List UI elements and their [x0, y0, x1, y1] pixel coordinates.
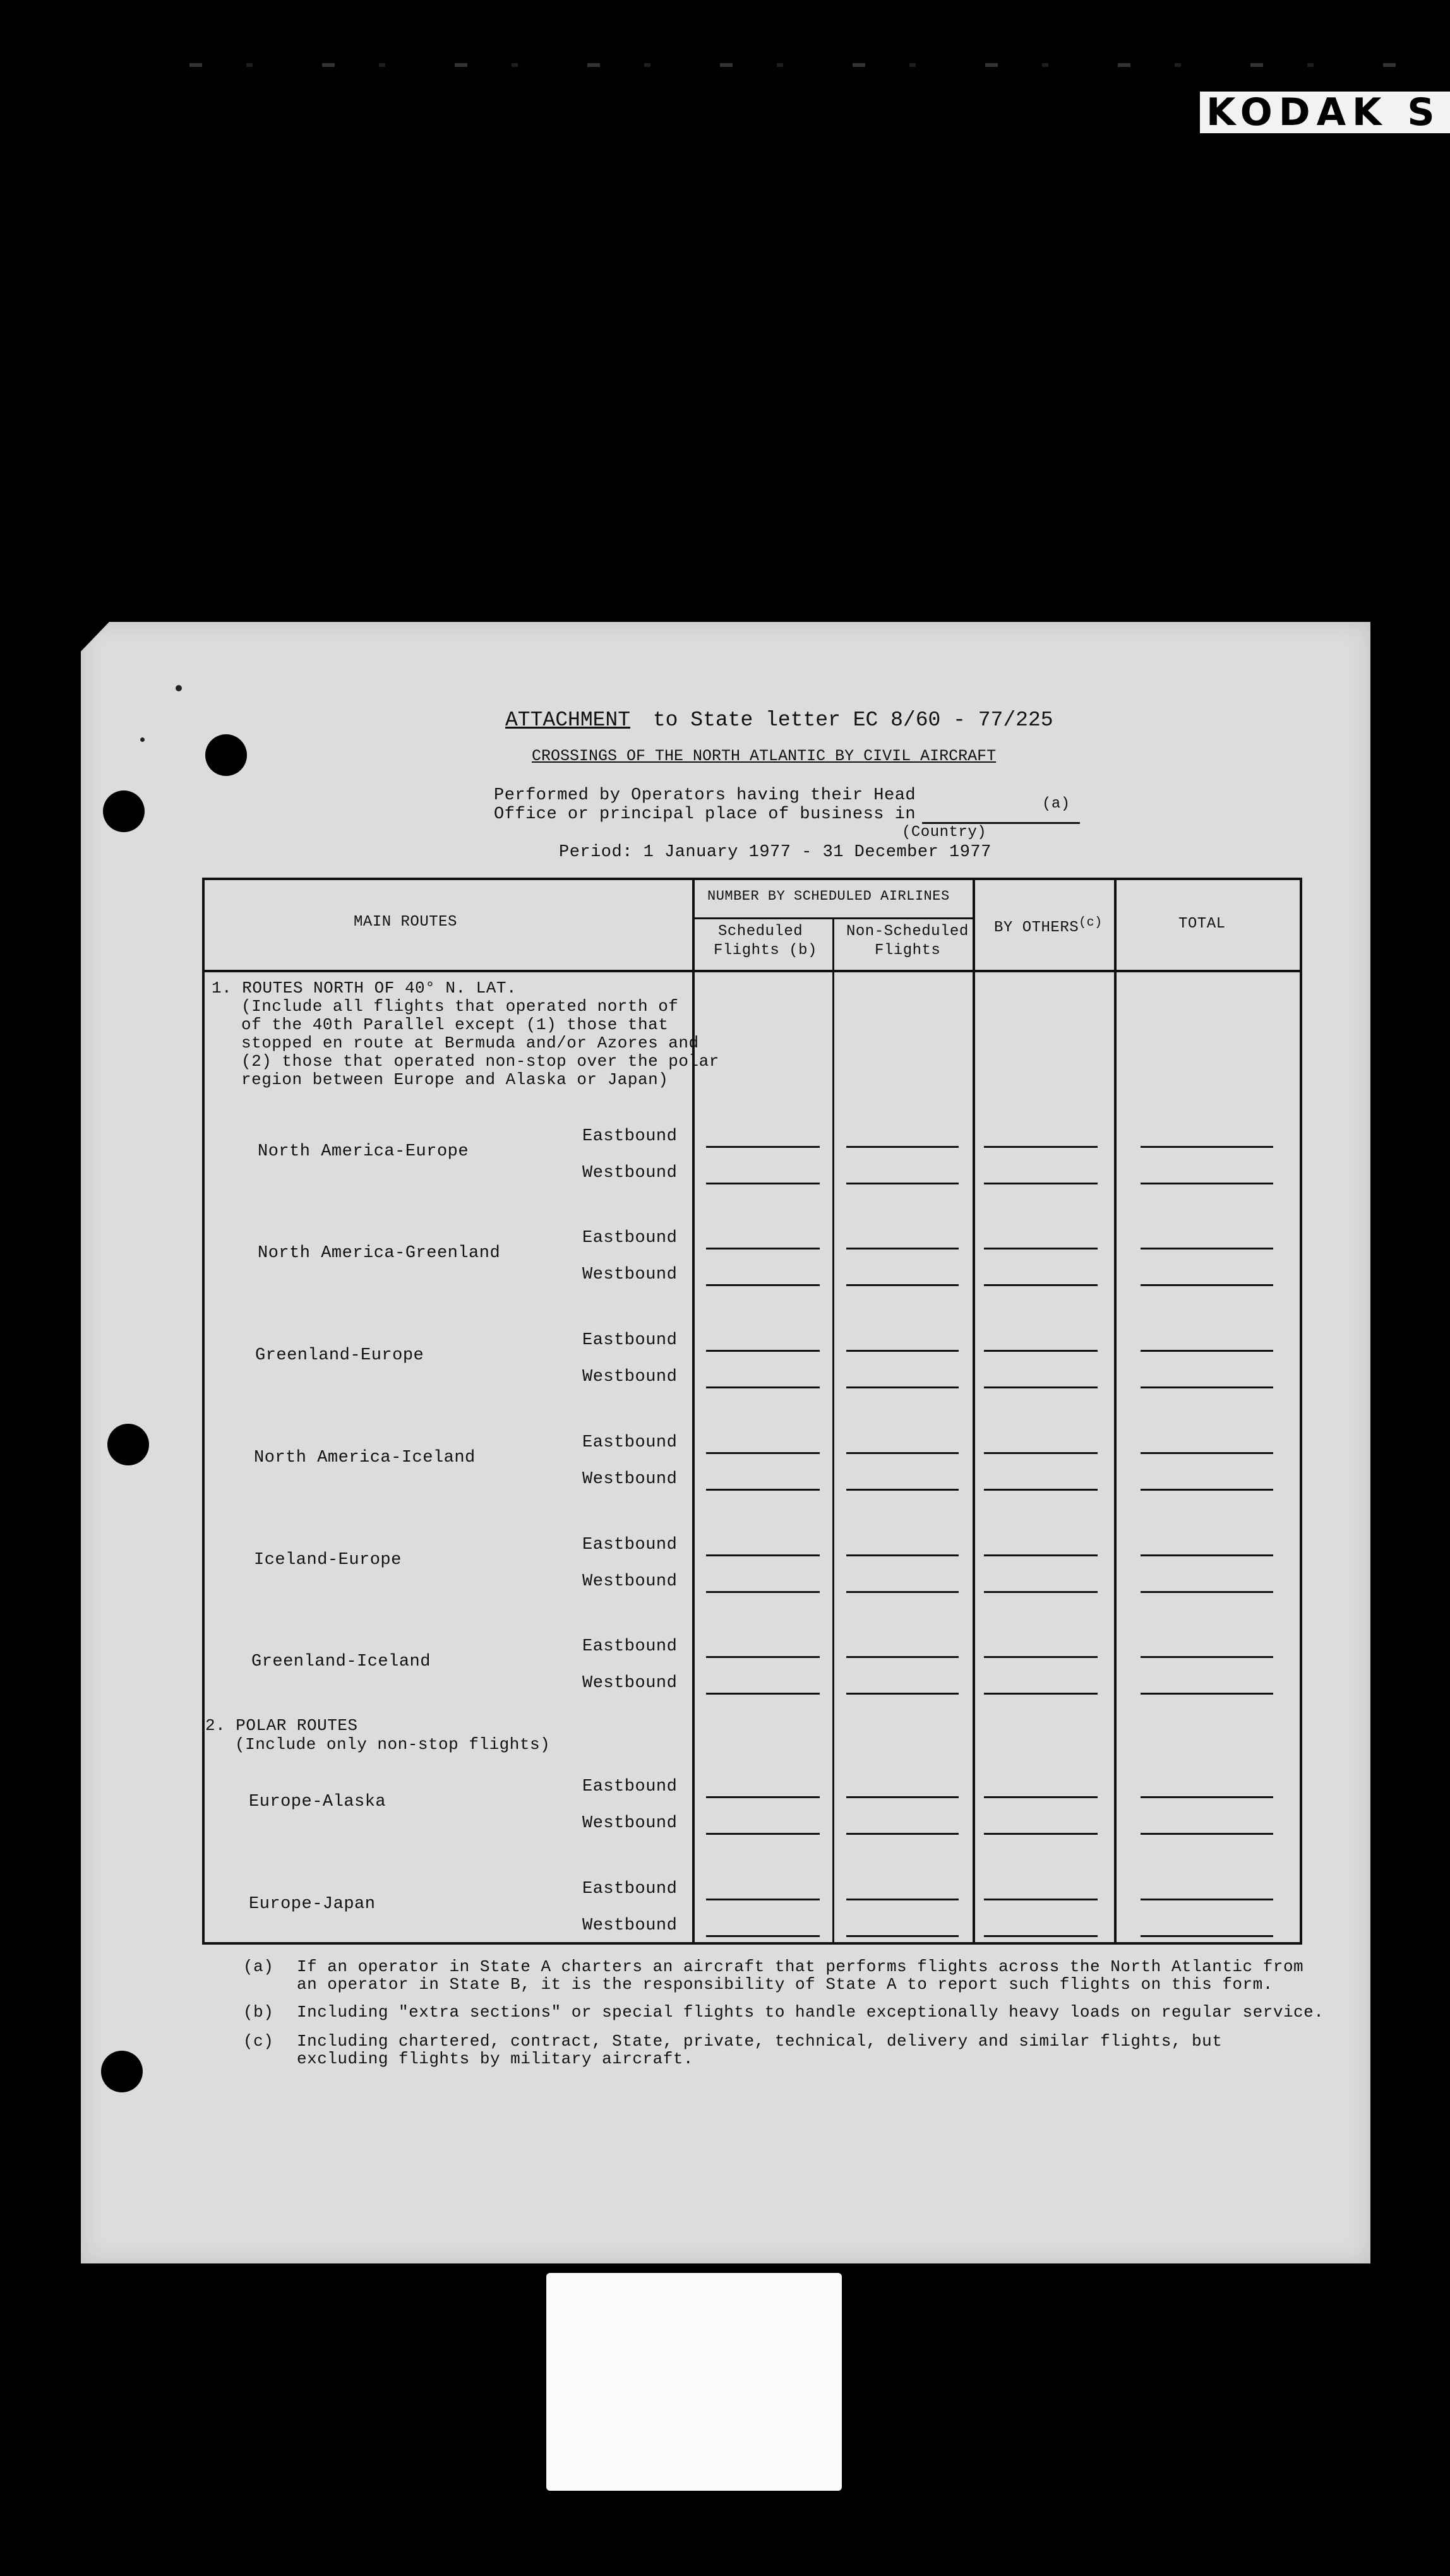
header-scheduled-1: Scheduled [718, 923, 803, 940]
entry-blank-line [984, 1146, 1098, 1148]
performed-line-1: Performed by Operators having their Head [494, 786, 916, 805]
state-letter-ref: to State letter EC 8/60 - 77/225 [652, 708, 1053, 732]
entry-blank-line [1141, 1284, 1273, 1286]
section2-note: (Include only non-stop flights) [235, 1735, 551, 1754]
entry-blank-line [846, 1146, 959, 1148]
route-name: Greenland-Iceland [251, 1652, 431, 1671]
header-by-others-text: BY OTHERS [994, 919, 1079, 936]
entry-blank-line [846, 1489, 959, 1491]
entry-blank-line [984, 1452, 1098, 1454]
entry-blank-line [846, 1935, 959, 1937]
header-nonscheduled-2: Flights [875, 942, 941, 959]
entry-blank-line [706, 1899, 820, 1900]
header-by-others-ref: (c) [1079, 915, 1103, 930]
entry-blank-line [1141, 1386, 1273, 1388]
entry-blank-line [846, 1248, 959, 1249]
entry-blank-line [984, 1935, 1098, 1937]
header-scheduled-group: NUMBER BY SCHEDULED AIRLINES [707, 888, 950, 904]
entry-blank-line [706, 1452, 820, 1454]
entry-blank-line [706, 1591, 820, 1593]
eastbound-label: Eastbound [582, 1127, 678, 1146]
entry-blank-line [846, 1796, 959, 1798]
entry-blank-line [1141, 1899, 1273, 1900]
entry-blank-line [706, 1489, 820, 1491]
entry-blank-line [706, 1833, 820, 1835]
entry-blank-line [1141, 1489, 1273, 1491]
route-name: Iceland-Europe [254, 1551, 402, 1570]
entry-blank-line [706, 1935, 820, 1937]
punch-hole [103, 790, 145, 832]
eastbound-label: Eastbound [582, 1229, 678, 1248]
entry-blank-line [984, 1248, 1098, 1249]
entry-blank-line [984, 1656, 1098, 1658]
eastbound-label: Eastbound [582, 1637, 678, 1656]
route-name: Europe-Japan [249, 1895, 376, 1914]
entry-blank-line [706, 1796, 820, 1798]
eastbound-label: Eastbound [582, 1331, 678, 1350]
note-c-label: (c) [243, 2032, 274, 2051]
entry-blank-line [706, 1656, 820, 1658]
entry-blank-line [1141, 1248, 1273, 1249]
country-caption: (Country) [902, 824, 987, 841]
document-title: CROSSINGS OF THE NORTH ATLANTIC BY CIVIL AIRCRAFT [532, 747, 997, 765]
entry-blank-line [984, 1554, 1098, 1556]
punch-hole [205, 734, 247, 776]
entry-blank-line [846, 1284, 959, 1286]
eastbound-label: Eastbound [582, 1433, 678, 1452]
entry-blank-line [1141, 1591, 1273, 1593]
entry-blank-line [706, 1386, 820, 1388]
entry-blank-line [706, 1350, 820, 1352]
entry-blank-line [846, 1591, 959, 1593]
attachment-label: ATTACHMENT [505, 708, 631, 732]
eastbound-label: Eastbound [582, 1880, 678, 1899]
entry-blank-line [1141, 1693, 1273, 1695]
entry-blank-line [984, 1284, 1098, 1286]
entry-blank-line [1141, 1796, 1273, 1798]
entry-blank-line [984, 1350, 1098, 1352]
entry-blank-line [706, 1183, 820, 1184]
westbound-label: Westbound [582, 1368, 678, 1386]
note-c-line-1: Including chartered, contract, State, private, technical, delivery and similar flights, but [297, 2032, 1223, 2051]
westbound-label: Westbound [582, 1164, 678, 1183]
section1-heading: 1. ROUTES NORTH OF 40° N. LAT. [212, 979, 517, 998]
entry-blank-line [846, 1386, 959, 1388]
entry-blank-line [846, 1833, 959, 1835]
entry-blank-line [984, 1183, 1098, 1184]
note-a-line-1: If an operator in State A charters an aircraft that performs flights across the North Atlantic from [297, 1957, 1304, 1976]
westbound-label: Westbound [582, 1674, 678, 1693]
period-line: Period: 1 January 1977 - 31 December 1977 [559, 843, 992, 862]
entry-blank-line [984, 1899, 1098, 1900]
header-by-others [994, 915, 1103, 936]
eastbound-label: Eastbound [582, 1777, 678, 1796]
entry-blank-line [1141, 1452, 1273, 1454]
performed-line-2 [494, 805, 1086, 824]
entry-blank-line [984, 1693, 1098, 1695]
entry-blank-line [846, 1350, 959, 1352]
route-name: North America-Iceland [254, 1448, 476, 1467]
note-b-line-1: Including "extra sections" or special flights to handle exceptionally heavy loads on regular service. [297, 2003, 1324, 2022]
westbound-label: Westbound [582, 1916, 678, 1935]
header-scheduled-2: Flights (b) [714, 942, 817, 959]
header-total: TOTAL [1178, 915, 1226, 933]
route-name: North America-Europe [258, 1142, 469, 1161]
kodak-film-mark: KODAK S [1200, 92, 1450, 133]
entry-blank-line [1141, 1146, 1273, 1148]
entry-blank-line [1141, 1554, 1273, 1556]
section2-heading: 2. POLAR ROUTES [205, 1716, 358, 1735]
note-c-line-2: excluding flights by military aircraft. [297, 2049, 693, 2068]
route-name: North America-Greenland [258, 1244, 501, 1263]
entry-blank-line [706, 1284, 820, 1286]
entry-blank-line [846, 1452, 959, 1454]
punch-hole [101, 2051, 143, 2092]
speck [176, 685, 182, 691]
film-scratch [189, 63, 1421, 67]
entry-blank-line [984, 1833, 1098, 1835]
entry-blank-line [846, 1183, 959, 1184]
entry-blank-line [984, 1386, 1098, 1388]
entry-blank-line [846, 1554, 959, 1556]
section1-note-5: region between Europe and Alaska or Japan) [241, 1070, 669, 1089]
performed-line-2-text: Office or principal place of business in [494, 805, 916, 824]
entry-blank-line [846, 1693, 959, 1695]
entry-blank-line [1141, 1350, 1273, 1352]
westbound-label: Westbound [582, 1572, 678, 1591]
entry-blank-line [1141, 1183, 1273, 1184]
note-a-line-2: an operator in State B, it is the responsibility of State A to report such flights on this form. [297, 1975, 1273, 1994]
route-name: Europe-Alaska [249, 1792, 386, 1811]
eastbound-label: Eastbound [582, 1535, 678, 1554]
entry-blank-line [1141, 1833, 1273, 1835]
speck [140, 737, 145, 742]
section1-note-3: stopped en route at Bermuda and/or Azores and [241, 1034, 699, 1052]
westbound-label: Westbound [582, 1470, 678, 1489]
note-b-label: (b) [243, 2003, 274, 2022]
entry-blank-line [706, 1248, 820, 1249]
entry-blank-line [1141, 1656, 1273, 1658]
note-a-label: (a) [243, 1957, 274, 1976]
entry-blank-line [706, 1693, 820, 1695]
entry-blank-line [984, 1591, 1098, 1593]
westbound-label: Westbound [582, 1265, 678, 1284]
route-name: Greenland-Europe [255, 1346, 424, 1365]
section1-note-1: (Include all flights that operated north of [241, 997, 679, 1016]
entry-blank-line [846, 1656, 959, 1658]
punch-hole [107, 1424, 149, 1465]
header-nonscheduled-1: Non-Scheduled [846, 923, 969, 940]
westbound-label: Westbound [582, 1814, 678, 1833]
section1-note-2: of the 40th Parallel except (1) those that [241, 1015, 669, 1034]
entry-blank-line [1141, 1935, 1273, 1937]
note-a-ref: (a) [1042, 796, 1070, 813]
film-leader-card [546, 2273, 842, 2491]
entry-blank-line [706, 1554, 820, 1556]
section1-note-4: (2) those that operated non-stop over the polar [241, 1052, 719, 1071]
entry-blank-line [846, 1899, 959, 1900]
entry-blank-line [984, 1489, 1098, 1491]
entry-blank-line [984, 1796, 1098, 1798]
entry-blank-line [706, 1146, 820, 1148]
header-main-routes: MAIN ROUTES [354, 914, 457, 931]
attachment-heading [505, 708, 1053, 732]
